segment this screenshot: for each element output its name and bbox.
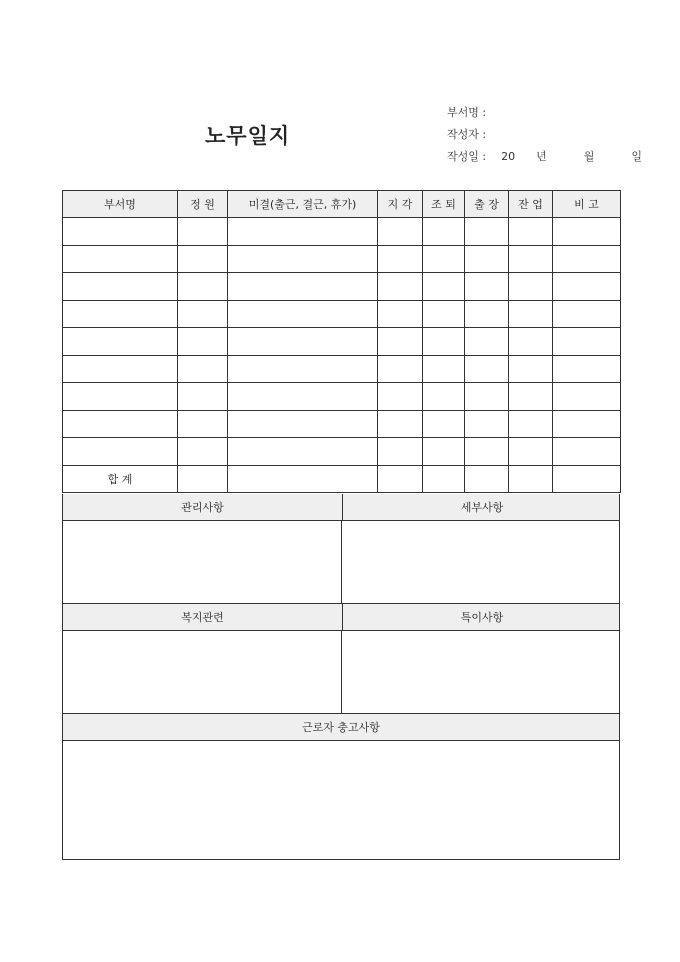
table-cell[interactable] (178, 300, 228, 328)
year-label: 년 (536, 150, 547, 163)
table-cell[interactable] (378, 438, 423, 466)
worker-notes-field[interactable] (63, 741, 619, 859)
writer-line (447, 126, 486, 142)
header-dept: 부서명 (63, 191, 178, 218)
day-label: 일 (631, 150, 643, 163)
table-cell[interactable] (63, 218, 178, 246)
table-cell[interactable] (553, 218, 621, 246)
month-label: 월 (583, 150, 595, 163)
table-cell[interactable] (63, 355, 178, 383)
header-early-leave: 조 퇴 (423, 191, 465, 218)
table-row (63, 245, 621, 273)
table-cell[interactable] (63, 410, 178, 438)
table-cell[interactable] (509, 245, 553, 273)
table-cell[interactable] (465, 438, 509, 466)
total-cell[interactable] (509, 465, 553, 493)
table-cell[interactable] (378, 355, 423, 383)
header-quota: 정 원 (178, 191, 228, 218)
management-field[interactable] (63, 521, 342, 603)
table-cell[interactable] (553, 328, 621, 356)
date-label: 작성일 : (447, 150, 487, 163)
table-cell[interactable] (553, 410, 621, 438)
total-cell[interactable] (423, 465, 465, 493)
table-cell[interactable] (465, 245, 509, 273)
table-cell[interactable] (378, 383, 423, 411)
table-row (63, 383, 621, 411)
welfare-field[interactable] (63, 631, 342, 713)
table-cell[interactable] (423, 410, 465, 438)
table-cell[interactable] (509, 328, 553, 356)
table-cell[interactable] (553, 245, 621, 273)
attendance-table (62, 190, 621, 493)
table-cell[interactable] (465, 273, 509, 301)
table-cell[interactable] (509, 438, 553, 466)
table-cell[interactable] (509, 355, 553, 383)
table-cell[interactable] (423, 438, 465, 466)
welfare-heading: 복지관련 (63, 604, 343, 630)
total-cell[interactable] (465, 465, 509, 493)
date-line (447, 148, 642, 164)
table-cell[interactable] (553, 300, 621, 328)
table-row (63, 218, 621, 246)
total-row (63, 465, 621, 493)
table-cell[interactable] (178, 245, 228, 273)
table-cell[interactable] (465, 383, 509, 411)
welfare-special-section (62, 604, 620, 714)
table-cell[interactable] (509, 273, 553, 301)
table-cell[interactable] (63, 300, 178, 328)
total-cell[interactable] (378, 465, 423, 493)
table-cell[interactable] (378, 328, 423, 356)
table-cell[interactable] (63, 273, 178, 301)
total-cell[interactable] (553, 465, 621, 493)
header-pending: 미결(출근, 결근, 휴가) (228, 191, 378, 218)
details-heading: 세부사항 (460, 501, 504, 514)
table-cell[interactable] (228, 383, 378, 411)
table-row (63, 273, 621, 301)
table-cell[interactable] (553, 438, 621, 466)
table-cell[interactable] (378, 410, 423, 438)
table-header-row (63, 191, 621, 218)
total-cell[interactable] (178, 465, 228, 493)
table-cell[interactable] (378, 218, 423, 246)
table-cell[interactable] (63, 438, 178, 466)
table-cell[interactable] (228, 410, 378, 438)
table-cell[interactable] (378, 245, 423, 273)
table-cell[interactable] (178, 383, 228, 411)
table-cell[interactable] (509, 300, 553, 328)
header-late: 지 각 (378, 191, 423, 218)
worker-notes-heading: 근로자 충고사항 (302, 721, 380, 734)
table-cell[interactable] (378, 273, 423, 301)
table-cell[interactable] (465, 218, 509, 246)
management-details-section (62, 494, 620, 604)
header-business-trip: 출 장 (465, 191, 509, 218)
table-cell[interactable] (228, 355, 378, 383)
table-cell[interactable] (465, 355, 509, 383)
table-cell[interactable] (423, 218, 465, 246)
table-cell[interactable] (178, 410, 228, 438)
header-remarks: 비 고 (553, 191, 621, 218)
table-cell[interactable] (228, 245, 378, 273)
details-field[interactable] (342, 521, 619, 603)
table-cell[interactable] (178, 355, 228, 383)
table-cell[interactable] (63, 383, 178, 411)
table-row (63, 300, 621, 328)
table-row (63, 410, 621, 438)
table-cell[interactable] (423, 300, 465, 328)
table-cell[interactable] (509, 410, 553, 438)
special-heading: 특이사항 (460, 611, 504, 624)
table-cell[interactable] (509, 383, 553, 411)
table-cell[interactable] (178, 438, 228, 466)
table-row (63, 328, 621, 356)
special-field[interactable] (342, 631, 619, 713)
table-cell[interactable] (378, 300, 423, 328)
table-cell[interactable] (63, 245, 178, 273)
document-title: 노무일지 (205, 124, 291, 148)
dept-label: 부서명 : (447, 106, 487, 119)
table-cell[interactable] (228, 438, 378, 466)
table-cell[interactable] (228, 218, 378, 246)
table-cell[interactable] (465, 410, 509, 438)
table-cell[interactable] (178, 218, 228, 246)
total-label: 합 계 (63, 465, 178, 493)
table-cell[interactable] (63, 328, 178, 356)
table-cell[interactable] (178, 328, 228, 356)
writer-label: 작성자 : (447, 128, 487, 141)
table-row (63, 355, 621, 383)
management-heading: 관리사항 (63, 494, 343, 520)
dept-line (447, 104, 486, 120)
table-cell[interactable] (553, 273, 621, 301)
total-cell[interactable] (228, 465, 378, 493)
table-cell[interactable] (423, 383, 465, 411)
date-prefix: 20 (501, 150, 516, 163)
table-cell[interactable] (553, 383, 621, 411)
table-row (63, 438, 621, 466)
table-cell[interactable] (423, 355, 465, 383)
worker-notes-section (62, 714, 620, 860)
table-cell[interactable] (509, 218, 553, 246)
table-cell[interactable] (423, 245, 465, 273)
table-cell[interactable] (553, 355, 621, 383)
header-overtime: 잔 업 (509, 191, 553, 218)
table-cell[interactable] (465, 328, 509, 356)
table-cell[interactable] (423, 273, 465, 301)
table-cell[interactable] (178, 273, 228, 301)
table-cell[interactable] (423, 328, 465, 356)
table-cell[interactable] (228, 328, 378, 356)
table-cell[interactable] (228, 273, 378, 301)
table-cell[interactable] (465, 300, 509, 328)
table-cell[interactable] (228, 300, 378, 328)
